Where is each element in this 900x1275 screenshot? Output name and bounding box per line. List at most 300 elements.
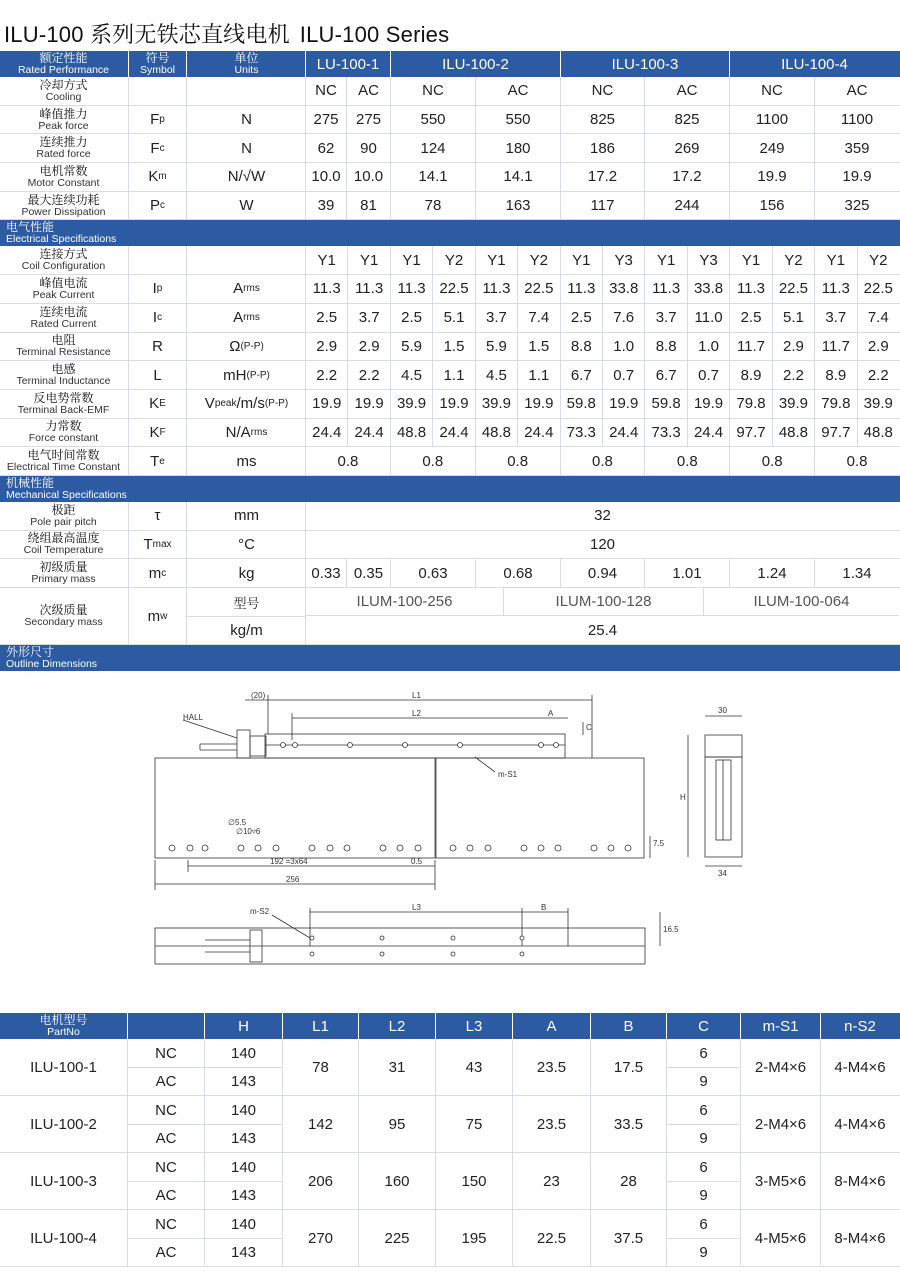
l1-value: 270 <box>282 1210 358 1266</box>
value-cell: 19.9 <box>432 390 474 418</box>
value-cell: Y1 <box>347 246 389 274</box>
row-divider <box>666 1124 739 1125</box>
value-cell: 550 <box>390 106 475 134</box>
value-cell: 14.1 <box>390 163 475 191</box>
value-cell: 325 <box>814 192 899 220</box>
value-cell: 3.7 <box>475 304 517 332</box>
h-nc: 140 <box>204 1210 282 1238</box>
value-cell: 2.2 <box>857 361 899 389</box>
value-cell: 19.9 <box>687 390 729 418</box>
param-name: 最大连续功耗 Power Dissipation <box>21 192 106 218</box>
svg-text:B: B <box>541 903 547 912</box>
rated-row <box>0 134 900 163</box>
value-cell: 8.8 <box>644 333 686 361</box>
svg-text:∅5.5: ∅5.5 <box>228 818 247 827</box>
value-cell: 25.4 <box>305 616 899 644</box>
value-cell: 97.7 <box>814 419 856 447</box>
value-cell: 48.8 <box>390 419 432 447</box>
svg-text:C: C <box>586 723 592 732</box>
value-cell: 0.8 <box>390 447 475 475</box>
part-number: ILU-100-4 <box>30 1229 97 1247</box>
value-cell: 19.9 <box>517 390 559 418</box>
value-cell: 24.4 <box>432 419 474 447</box>
value-cell: Y1 <box>729 246 771 274</box>
model-header: ILU-100-4 <box>729 51 899 77</box>
row-divider <box>666 1181 739 1182</box>
value-cell: 0.63 <box>390 559 475 587</box>
b-value: 17.5 <box>590 1039 666 1095</box>
cooling-nc: NC <box>127 1039 204 1067</box>
value-cell: 19.9 <box>814 163 899 191</box>
value-cell: Y1 <box>390 246 432 274</box>
svg-text:m-S2: m-S2 <box>250 907 270 916</box>
dims-header-row <box>0 1013 900 1039</box>
value-cell: 0.7 <box>687 361 729 389</box>
value-cell: 48.8 <box>857 419 899 447</box>
value-cell: 11.3 <box>475 275 517 303</box>
dims-row <box>0 1210 900 1267</box>
param-symbol: K E <box>128 390 186 418</box>
value-cell: 3.7 <box>347 304 389 332</box>
param-symbol: I c <box>128 304 186 332</box>
ms1-value: 3-M5×6 <box>740 1153 820 1209</box>
spec-table <box>0 51 900 671</box>
value-cell: 32 <box>305 502 899 530</box>
svg-text:L1: L1 <box>412 691 421 700</box>
value-cell: 244 <box>644 192 729 220</box>
value-cell: 22.5 <box>517 275 559 303</box>
value-cell: 1.24 <box>729 559 814 587</box>
value-cell: AC <box>346 77 390 105</box>
rated-row <box>0 106 900 135</box>
secondary-mass-row <box>0 588 900 645</box>
secondary-model: ILUM-100-128 <box>503 588 703 616</box>
param-symbol: F p <box>128 106 186 134</box>
value-cell: 62 <box>305 134 346 162</box>
param-symbol: m w <box>128 588 186 644</box>
coil-top <box>265 734 565 758</box>
value-cell: 17.2 <box>644 163 729 191</box>
section-title: 电气性能 Electrical Specifications <box>6 220 117 246</box>
svg-text:30: 30 <box>718 706 727 715</box>
value-cell: NC <box>560 77 644 105</box>
c-ac: 9 <box>666 1067 740 1095</box>
value-cell: 0.8 <box>475 447 560 475</box>
row-divider <box>666 1238 739 1239</box>
value-cell: Y1 <box>814 246 856 274</box>
value-cell: 79.8 <box>729 390 771 418</box>
dims-col-header: A <box>512 1013 590 1039</box>
param-unit: 型号 <box>186 588 306 617</box>
cooling-ac: AC <box>127 1067 204 1095</box>
temp-row <box>0 531 900 560</box>
l2-value: 31 <box>358 1039 435 1095</box>
param-name: 极距 Pole pair pitch <box>30 502 97 528</box>
h-nc: 140 <box>204 1039 282 1067</box>
value-cell: 97.7 <box>729 419 771 447</box>
value-cell: 2.2 <box>772 361 814 389</box>
c-nc: 6 <box>666 1153 740 1181</box>
value-cell: Y3 <box>687 246 729 274</box>
value-cell: 4.5 <box>390 361 432 389</box>
col-name-header: 额定性能 Rated Performance <box>17 51 110 76</box>
value-cell: 24.4 <box>602 419 644 447</box>
dims-col-header: L2 <box>358 1013 435 1039</box>
value-cell: 124 <box>390 134 475 162</box>
value-cell: Y1 <box>644 246 686 274</box>
value-cell: 0.7 <box>602 361 644 389</box>
l3-value: 195 <box>435 1210 512 1266</box>
a-value: 22.5 <box>512 1210 590 1266</box>
l2-value: 160 <box>358 1153 435 1209</box>
value-cell: 48.8 <box>772 419 814 447</box>
value-cell: 117 <box>560 192 644 220</box>
h-ac: 143 <box>204 1181 282 1209</box>
value-cell: 59.8 <box>644 390 686 418</box>
value-cell: 7.6 <box>602 304 644 332</box>
dims-row <box>0 1096 900 1153</box>
value-cell: Y2 <box>432 246 474 274</box>
value-cell: 1100 <box>814 106 899 134</box>
value-cell: 2.5 <box>560 304 602 332</box>
svg-text:16.5: 16.5 <box>663 925 679 934</box>
value-cell: 39 <box>305 192 346 220</box>
c-nc: 6 <box>666 1210 740 1238</box>
param-unit: °C <box>186 531 306 559</box>
ns2-value: 4-M4×6 <box>820 1039 899 1095</box>
value-cell: 275 <box>305 106 346 134</box>
c-ac: 9 <box>666 1124 740 1152</box>
h-ac: 143 <box>204 1067 282 1095</box>
value-cell: 73.3 <box>560 419 602 447</box>
value-cell: 79.8 <box>814 390 856 418</box>
value-cell: 11.3 <box>644 275 686 303</box>
param-symbol: I p <box>128 275 186 303</box>
value-cell: 11.7 <box>729 333 771 361</box>
value-cell: 24.4 <box>687 419 729 447</box>
c-ac: 9 <box>666 1238 740 1266</box>
value-cell: 3.7 <box>814 304 856 332</box>
primary-mass-row <box>0 559 900 588</box>
value-cell: 269 <box>644 134 729 162</box>
cooling-ac: AC <box>127 1238 204 1266</box>
value-cell: 1.0 <box>687 333 729 361</box>
value-cell: 1.5 <box>517 333 559 361</box>
h-ac: 143 <box>204 1238 282 1266</box>
value-cell: 11.3 <box>347 275 389 303</box>
c-nc: 6 <box>666 1039 740 1067</box>
value-cell: 0.35 <box>346 559 390 587</box>
value-cell: 39.9 <box>475 390 517 418</box>
param-name: 连接方式 Coil Configuration <box>21 247 106 273</box>
b-value: 37.5 <box>590 1210 666 1266</box>
label-hall: HALL <box>183 713 204 722</box>
param-name: 峰值推力 Peak force <box>38 106 89 132</box>
outline-drawing <box>0 680 900 980</box>
value-cell: 3.7 <box>644 304 686 332</box>
param-name: 电机常数 Motor Constant <box>27 163 100 189</box>
value-cell: 90 <box>346 134 390 162</box>
value-cell: NC <box>729 77 814 105</box>
svg-text:(20): (20) <box>251 691 266 700</box>
value-cell: Y1 <box>560 246 602 274</box>
value-cell: 19.9 <box>602 390 644 418</box>
value-cell: 6.7 <box>560 361 602 389</box>
param-unit: A rms <box>186 275 306 303</box>
value-cell: 0.68 <box>475 559 560 587</box>
row-divider <box>127 1067 282 1068</box>
page-title: ILU-100 系列无铁芯直线电机 ILU-100 Series <box>4 22 450 47</box>
rated-row <box>0 163 900 192</box>
electrical-row <box>0 390 900 419</box>
dims-col-header: B <box>590 1013 666 1039</box>
param-unit: ms <box>186 447 306 475</box>
electrical-row <box>0 275 900 304</box>
value-cell: 2.9 <box>772 333 814 361</box>
param-unit: Ω (P-P) <box>186 333 306 361</box>
param-unit: N <box>186 134 306 162</box>
col-unit-header: 单位 Units <box>186 51 306 77</box>
param-unit: V peak /m/s (P-P) <box>186 390 306 418</box>
value-cell: 48.8 <box>475 419 517 447</box>
electrical-row <box>0 333 900 362</box>
electrical-row <box>0 246 900 275</box>
svg-text:192 =3x64: 192 =3x64 <box>270 857 308 866</box>
param-symbol: F c <box>128 134 186 162</box>
value-cell: 120 <box>305 531 899 559</box>
svg-text:L2: L2 <box>412 709 421 718</box>
value-cell: 5.1 <box>772 304 814 332</box>
l1-value: 142 <box>282 1096 358 1152</box>
param-unit: N <box>186 106 306 134</box>
param-symbol: L <box>128 361 186 389</box>
value-cell: 0.8 <box>729 447 814 475</box>
value-cell: 11.3 <box>390 275 432 303</box>
value-cell: 73.3 <box>644 419 686 447</box>
ns2-value: 8-M4×6 <box>820 1210 899 1266</box>
value-cell: 10.0 <box>305 163 346 191</box>
dims-col-header: m-S1 <box>740 1013 820 1039</box>
value-cell: 550 <box>475 106 560 134</box>
value-cell: 0.8 <box>560 447 645 475</box>
part-number: ILU-100-3 <box>30 1172 97 1190</box>
col-symbol-header: 符号 Symbol <box>128 51 186 77</box>
value-cell: 22.5 <box>772 275 814 303</box>
value-cell: 0.94 <box>560 559 644 587</box>
value-cell: 11.3 <box>814 275 856 303</box>
value-cell: 19.9 <box>347 390 389 418</box>
value-cell: 7.4 <box>857 304 899 332</box>
l2-value: 225 <box>358 1210 435 1266</box>
value-cell: Y3 <box>602 246 644 274</box>
param-unit: kg <box>186 559 306 587</box>
l1-value: 78 <box>282 1039 358 1095</box>
ns2-value: 8-M4×6 <box>820 1153 899 1209</box>
row-divider <box>127 1238 282 1239</box>
value-cell: 11.0 <box>687 304 729 332</box>
param-unit: N/√W <box>186 163 306 191</box>
svg-text:0.5: 0.5 <box>411 857 423 866</box>
cooling-nc: NC <box>127 1096 204 1124</box>
electrical-row <box>0 361 900 390</box>
param-symbol: K m <box>128 163 186 191</box>
value-cell: 59.8 <box>560 390 602 418</box>
cooling-ac: AC <box>127 1124 204 1152</box>
dimensions-table <box>0 1013 900 1267</box>
a-value: 23 <box>512 1153 590 1209</box>
value-cell: 8.9 <box>814 361 856 389</box>
value-cell: 5.1 <box>432 304 474 332</box>
param-unit: N/A rms <box>186 419 306 447</box>
value-cell: 1.01 <box>644 559 729 587</box>
row-divider <box>127 1181 282 1182</box>
part-number: ILU-100-1 <box>30 1058 97 1076</box>
svg-text:A: A <box>548 709 554 718</box>
value-cell: 2.5 <box>390 304 432 332</box>
section-outline <box>0 645 900 671</box>
dims-col-header: n-S2 <box>820 1013 899 1039</box>
value-cell: 156 <box>729 192 814 220</box>
spec-header-row <box>0 51 900 77</box>
cooling-ac: AC <box>127 1181 204 1209</box>
value-cell: AC <box>475 77 560 105</box>
h-ac: 143 <box>204 1124 282 1152</box>
model-header: ILU-100-2 <box>390 51 560 77</box>
param-name: 电感 Terminal Inductance <box>16 362 111 388</box>
value-cell: 39.9 <box>857 390 899 418</box>
value-cell: NC <box>305 77 346 105</box>
value-cell: 0.33 <box>305 559 346 587</box>
secondary-model: ILUM-100-064 <box>703 588 899 616</box>
value-cell: 22.5 <box>432 275 474 303</box>
param-symbol: T e <box>128 447 186 475</box>
value-cell: 24.4 <box>305 419 347 447</box>
value-cell: 19.9 <box>729 163 814 191</box>
svg-text:34: 34 <box>718 869 727 878</box>
ns2-value: 4-M4×6 <box>820 1096 899 1152</box>
svg-text:m-S1: m-S1 <box>498 770 518 779</box>
param-name: 电阻 Terminal Resistance <box>16 333 111 359</box>
svg-text:L3: L3 <box>412 903 421 912</box>
param-unit: kg/m <box>186 616 306 644</box>
svg-text:256: 256 <box>286 875 300 884</box>
value-cell: 24.4 <box>347 419 389 447</box>
param-name: 峰值电流 Peak Current <box>32 275 95 301</box>
param-unit: A rms <box>186 304 306 332</box>
value-cell: 0.8 <box>644 447 729 475</box>
a-value: 23.5 <box>512 1096 590 1152</box>
value-cell: 39.9 <box>772 390 814 418</box>
param-unit: mm <box>186 502 306 530</box>
ms1-value: 4-M5×6 <box>740 1210 820 1266</box>
param-name: 反电势常数 Terminal Back-EMF <box>17 390 110 416</box>
secondary-model: ILUM-100-256 <box>305 588 503 616</box>
ms1-value: 2-M4×6 <box>740 1039 820 1095</box>
rated-row <box>0 192 900 221</box>
param-name: 电气时间常数 Electrical Time Constant <box>6 448 121 474</box>
param-symbol <box>128 77 186 105</box>
col-cooling-header <box>127 1013 204 1039</box>
primary-block-2 <box>436 758 644 858</box>
value-cell: 5.9 <box>475 333 517 361</box>
svg-text:7.5: 7.5 <box>653 839 665 848</box>
param-name: 连续推力 Rated force <box>36 135 91 161</box>
value-cell: 11.3 <box>729 275 771 303</box>
value-cell: 19.9 <box>305 390 347 418</box>
c-nc: 6 <box>666 1096 740 1124</box>
section-title: 外形尺寸 Outline Dimensions <box>6 645 98 670</box>
value-cell: 33.8 <box>602 275 644 303</box>
value-cell: 8.9 <box>729 361 771 389</box>
value-cell: 2.2 <box>347 361 389 389</box>
value-cell: 24.4 <box>517 419 559 447</box>
param-unit <box>186 246 306 274</box>
value-cell: 2.9 <box>347 333 389 361</box>
section-mechanical <box>0 476 900 502</box>
value-cell: 2.2 <box>305 361 347 389</box>
param-symbol: P c <box>128 192 186 220</box>
param-symbol: T max <box>128 531 186 559</box>
value-cell: 186 <box>560 134 644 162</box>
l3-value: 150 <box>435 1153 512 1209</box>
value-cell: AC <box>814 77 899 105</box>
value-cell: 10.0 <box>346 163 390 191</box>
part-number: ILU-100-2 <box>30 1115 97 1133</box>
value-cell: Y1 <box>305 246 347 274</box>
dims-col-header: C <box>666 1013 740 1039</box>
value-cell: 825 <box>560 106 644 134</box>
param-symbol <box>128 246 186 274</box>
cooling-nc: NC <box>127 1153 204 1181</box>
value-cell: 11.3 <box>305 275 347 303</box>
svg-text:∅10▿6: ∅10▿6 <box>236 827 261 836</box>
h-nc: 140 <box>204 1153 282 1181</box>
value-cell: AC <box>644 77 729 105</box>
value-cell: 0.8 <box>305 447 390 475</box>
value-cell: 33.8 <box>687 275 729 303</box>
dims-col-header: L3 <box>435 1013 512 1039</box>
dims-row <box>0 1153 900 1210</box>
value-cell: Y2 <box>517 246 559 274</box>
param-unit <box>186 77 306 105</box>
value-cell: 249 <box>729 134 814 162</box>
row-divider <box>666 1067 739 1068</box>
value-cell: 11.7 <box>814 333 856 361</box>
param-name: 绕组最高温度 Coil Temperature <box>23 531 104 557</box>
value-cell: 22.5 <box>857 275 899 303</box>
value-cell: 180 <box>475 134 560 162</box>
param-symbol: m c <box>128 559 186 587</box>
param-symbol: R <box>128 333 186 361</box>
value-cell: 275 <box>346 106 390 134</box>
dims-col-header: L1 <box>282 1013 358 1039</box>
b-value: 33.5 <box>590 1096 666 1152</box>
cooling-nc: NC <box>127 1210 204 1238</box>
param-symbol: K F <box>128 419 186 447</box>
value-cell: 17.2 <box>560 163 644 191</box>
param-symbol: τ <box>128 502 186 530</box>
value-cell: 1.34 <box>814 559 899 587</box>
value-cell: 78 <box>390 192 475 220</box>
value-cell: 7.4 <box>517 304 559 332</box>
b-value: 28 <box>590 1153 666 1209</box>
value-cell: 14.1 <box>475 163 560 191</box>
value-cell: 1.1 <box>432 361 474 389</box>
value-cell: 5.9 <box>390 333 432 361</box>
h-nc: 140 <box>204 1096 282 1124</box>
value-cell: 1.5 <box>432 333 474 361</box>
row-divider <box>127 1124 282 1125</box>
